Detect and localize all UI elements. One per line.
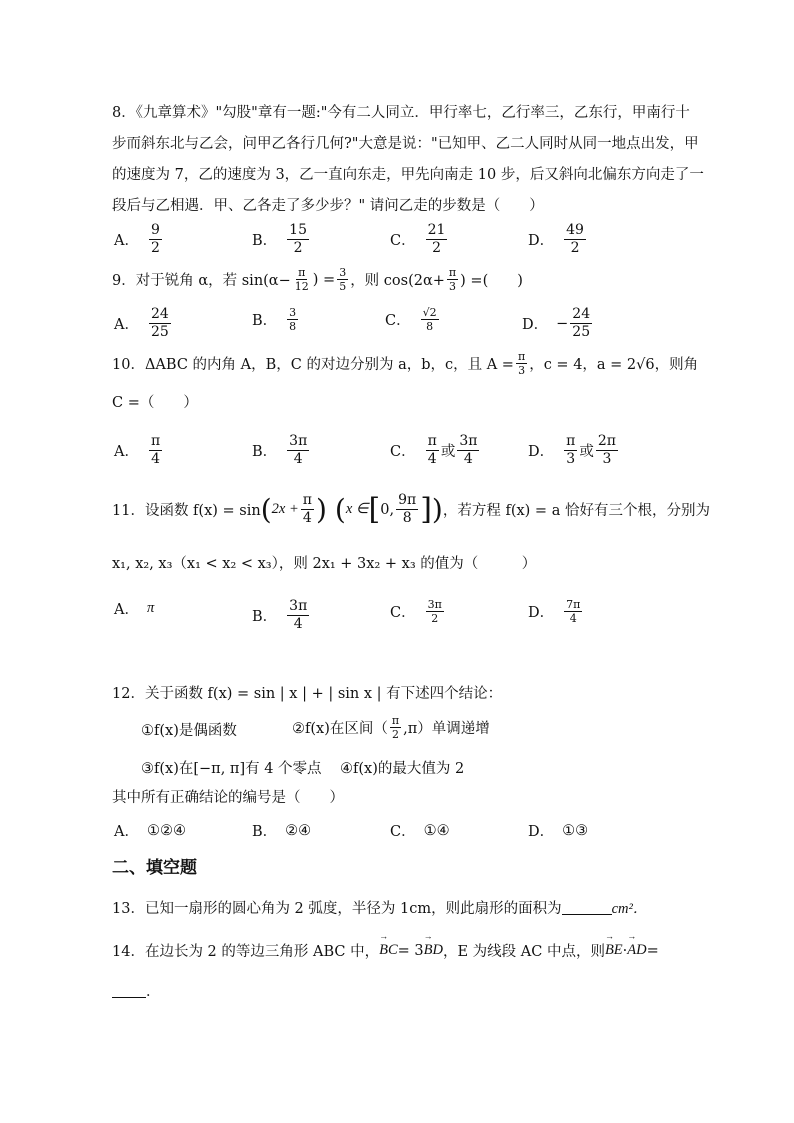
q13-stem: 13．已知一扇形的圆心角为 2 弧度，半径为 1cm，则此扇形的面积为 cm²． — [112, 901, 648, 917]
q8-line4: 段后与乙相遇．甲、乙各走了多少步？" 请问乙走的步数是（ ） — [112, 198, 544, 214]
q12-option-c: C． ①④ — [390, 822, 450, 840]
q12-conclusion-4: ④f(x)的最大值为 2 — [340, 761, 465, 777]
q9-option-b: B． $\frac{3}{8}$ — [252, 306, 297, 333]
q11-option-b: B． $\frac{3\pi}{4}$ — [252, 598, 308, 632]
q10-stem: 10．ΔABC 的内角 A，B，C 的对边分别为 a，b，c，且 A = $\frac{\pi}{3}$ ，c = 4，a = 2√6，则角 — [112, 350, 699, 377]
q9-option-d: D． − $\frac{24}{25}$ — [522, 306, 591, 340]
q8-option-d: D． $\frac{49}{2}$ — [528, 222, 584, 256]
vector-ad: → AD — [627, 942, 646, 959]
q14-answer-blank — [112, 983, 146, 998]
q11-option-a: A． π — [114, 600, 155, 618]
q14-line2: ． — [112, 980, 161, 1001]
q9-option-c: C． $\frac{√2}{8}$ — [385, 306, 437, 333]
q11-option-c: C． $\frac{3\pi}{2}$ — [390, 598, 442, 625]
q8-line1: 8．《九章算术》"勾股"章有一题:"今有二人同立．甲行率七，乙行率三，乙东行，甲南行十 — [112, 105, 690, 121]
q13-answer-blank — [562, 900, 612, 915]
q9-option-a: A． $\frac{24}{25}$ — [114, 306, 169, 340]
q9-stem: 9．对于锐角 α，若 sin(α− $\frac{\pi}{12}$ ) = $\frac{3}{5}$ ，则 cos(2α+ $\frac{\pi}{3}$ ) =( ) — [112, 266, 523, 293]
q12-line1: 12．关于函数 f(x) = sin | x | + | sin x | 有下述四个结论： — [112, 686, 503, 702]
vector-be: → BE — [605, 942, 623, 959]
q10-option-c: C． $\frac{\pi}{4}$ 或 $\frac{3\pi}{4}$ — [390, 433, 478, 467]
q8-option-b: B． $\frac{15}{2}$ — [252, 222, 307, 256]
vector-bd: → BD — [424, 942, 443, 959]
q12-option-b: B． ②④ — [252, 822, 312, 840]
q8-option-c: C． $\frac{21}{2}$ — [390, 222, 446, 256]
q12-conclusion-2: ②f(x)在区间（ $\frac{\pi}{2}$ ,π）单调递增 — [292, 714, 490, 741]
q8-line3: 的速度为 7，乙的速度为 3，乙一直向东走，甲先向南走 10 步，后又斜向北偏东方向走了一 — [112, 167, 704, 183]
q10-option-b: B． $\frac{3\pi}{4}$ — [252, 433, 308, 467]
q10-option-a: A． $\frac{\pi}{4}$ — [114, 433, 161, 467]
section-heading: 二、填空题 — [112, 858, 197, 878]
q11-stem: 11．设函数 f(x) = sin ( 2x + $\frac{\pi}{4}$ ) ( x ∈ [ 0, $\frac{9\pi}{8}$ ] ) ，若方程 f(x) = a 恰好有三个根，分别为 — [112, 491, 710, 527]
vector-bc: → BC — [379, 942, 398, 959]
q12-conclusion-1: ①f(x)是偶函数 — [141, 723, 237, 739]
q12-question: 其中所有正确结论的编号是（ ） — [112, 790, 344, 806]
q12-conclusion-3: ③f(x)在[−π, π]有 4 个零点 — [141, 761, 322, 777]
q8-option-a: A． $\frac{9}{2}$ — [114, 222, 160, 256]
q11-line2: x₁, x₂, x₃（x₁ < x₂ < x₃），则 2x₁ + 3x₂ + x₃ 的值为（ ） — [112, 556, 537, 572]
q11-option-d: D． $\frac{7\pi}{4}$ — [528, 598, 581, 625]
q8-line2: 步而斜东北与乙会，问甲乙各行几何?"大意是说："已知甲、乙二人同时从同一地点出发，甲 — [112, 136, 699, 152]
q14-stem: 14．在边长为 2 的等边三角形 ABC 中， → BC = 3 → BD ，E 为线段 AC 中点，则 → BE · → AD = — [112, 940, 659, 961]
q10-line2: C =（ ） — [112, 395, 198, 411]
q12-option-a: A． ①②④ — [114, 822, 186, 840]
q10-option-d: D． $\frac{\pi}{3}$ 或 $\frac{2\pi}{3}$ — [528, 433, 616, 467]
q12-option-d: D． ①③ — [528, 822, 589, 840]
